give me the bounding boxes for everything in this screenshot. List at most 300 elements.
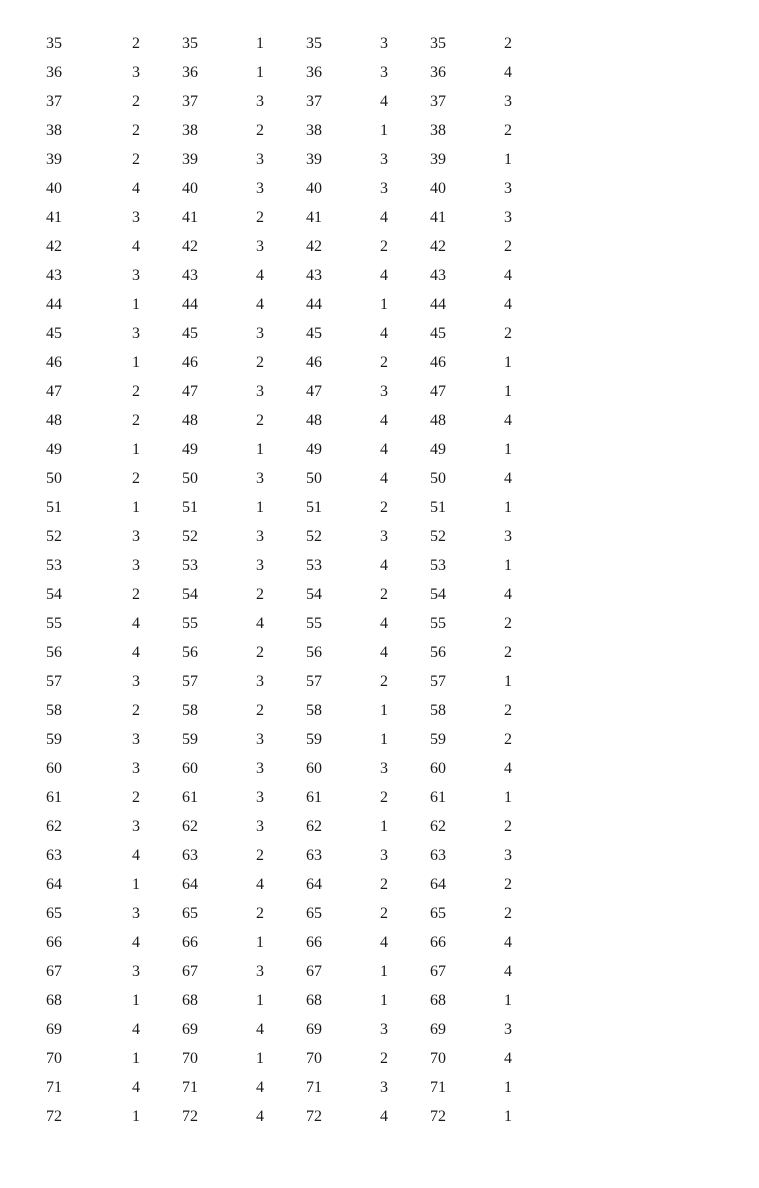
row-number-cell: 42 xyxy=(182,237,198,255)
row-number-cell: 38 xyxy=(306,121,322,139)
data-table xyxy=(34,29,534,1131)
value-cell: 2 xyxy=(504,875,512,893)
row-number-cell: 39 xyxy=(182,150,198,168)
table-row xyxy=(34,609,534,638)
row-number-cell: 63 xyxy=(182,846,198,864)
value-cell: 3 xyxy=(256,730,264,748)
value-cell: 2 xyxy=(132,701,140,719)
value-cell: 4 xyxy=(504,469,512,487)
value-cell: 1 xyxy=(132,498,140,516)
row-number-cell: 42 xyxy=(46,237,62,255)
row-number-cell: 60 xyxy=(430,759,446,777)
value-cell: 2 xyxy=(504,324,512,342)
value-cell: 1 xyxy=(132,875,140,893)
row-number-cell: 51 xyxy=(182,498,198,516)
table-row xyxy=(34,145,534,174)
row-number-cell: 62 xyxy=(46,817,62,835)
row-number-cell: 37 xyxy=(306,92,322,110)
value-cell: 2 xyxy=(132,150,140,168)
value-cell: 4 xyxy=(380,469,388,487)
row-number-cell: 54 xyxy=(46,585,62,603)
row-number-cell: 67 xyxy=(46,962,62,980)
row-number-cell: 69 xyxy=(46,1020,62,1038)
row-number-cell: 72 xyxy=(430,1107,446,1125)
value-cell: 4 xyxy=(504,1049,512,1067)
row-number-cell: 59 xyxy=(182,730,198,748)
row-number-cell: 36 xyxy=(430,63,446,81)
value-cell: 4 xyxy=(132,237,140,255)
value-cell: 2 xyxy=(256,121,264,139)
row-number-cell: 43 xyxy=(46,266,62,284)
row-number-cell: 47 xyxy=(46,382,62,400)
row-number-cell: 35 xyxy=(306,34,322,52)
value-cell: 2 xyxy=(504,817,512,835)
row-number-cell: 67 xyxy=(306,962,322,980)
row-number-cell: 43 xyxy=(182,266,198,284)
row-number-cell: 47 xyxy=(182,382,198,400)
value-cell: 1 xyxy=(504,991,512,1009)
row-number-cell: 56 xyxy=(430,643,446,661)
value-cell: 4 xyxy=(256,875,264,893)
row-number-cell: 60 xyxy=(182,759,198,777)
row-number-cell: 70 xyxy=(306,1049,322,1067)
row-number-cell: 60 xyxy=(306,759,322,777)
table-row xyxy=(34,348,534,377)
table-row xyxy=(34,232,534,261)
table-row xyxy=(34,1015,534,1044)
row-number-cell: 41 xyxy=(182,208,198,226)
table-row xyxy=(34,261,534,290)
value-cell: 4 xyxy=(256,614,264,632)
row-number-cell: 35 xyxy=(182,34,198,52)
value-cell: 4 xyxy=(132,1078,140,1096)
value-cell: 1 xyxy=(380,295,388,313)
value-cell: 1 xyxy=(256,933,264,951)
row-number-cell: 59 xyxy=(430,730,446,748)
row-number-cell: 51 xyxy=(430,498,446,516)
table-row xyxy=(34,580,534,609)
value-cell: 3 xyxy=(132,730,140,748)
table-row xyxy=(34,203,534,232)
table-row xyxy=(34,87,534,116)
row-number-cell: 52 xyxy=(306,527,322,545)
value-cell: 3 xyxy=(132,324,140,342)
value-cell: 2 xyxy=(132,469,140,487)
table-row xyxy=(34,870,534,899)
value-cell: 1 xyxy=(504,788,512,806)
row-number-cell: 52 xyxy=(430,527,446,545)
value-cell: 3 xyxy=(380,63,388,81)
row-number-cell: 44 xyxy=(182,295,198,313)
table-row xyxy=(34,928,534,957)
row-number-cell: 52 xyxy=(46,527,62,545)
value-cell: 4 xyxy=(380,556,388,574)
value-cell: 2 xyxy=(256,208,264,226)
value-cell: 3 xyxy=(504,1020,512,1038)
value-cell: 3 xyxy=(256,150,264,168)
row-number-cell: 48 xyxy=(306,411,322,429)
value-cell: 2 xyxy=(132,121,140,139)
value-cell: 3 xyxy=(256,382,264,400)
row-number-cell: 53 xyxy=(306,556,322,574)
row-number-cell: 60 xyxy=(46,759,62,777)
row-number-cell: 56 xyxy=(182,643,198,661)
value-cell: 1 xyxy=(132,440,140,458)
row-number-cell: 41 xyxy=(306,208,322,226)
row-number-cell: 66 xyxy=(430,933,446,951)
value-cell: 2 xyxy=(256,411,264,429)
value-cell: 2 xyxy=(380,1049,388,1067)
table-row xyxy=(34,551,534,580)
value-cell: 3 xyxy=(132,208,140,226)
value-cell: 4 xyxy=(504,759,512,777)
row-number-cell: 48 xyxy=(46,411,62,429)
row-number-cell: 36 xyxy=(306,63,322,81)
value-cell: 1 xyxy=(380,991,388,1009)
row-number-cell: 67 xyxy=(430,962,446,980)
value-cell: 1 xyxy=(504,556,512,574)
table-body xyxy=(34,29,534,1131)
value-cell: 1 xyxy=(132,991,140,1009)
row-number-cell: 47 xyxy=(430,382,446,400)
row-number-cell: 64 xyxy=(430,875,446,893)
value-cell: 2 xyxy=(504,614,512,632)
value-cell: 2 xyxy=(256,585,264,603)
value-cell: 3 xyxy=(256,527,264,545)
value-cell: 3 xyxy=(504,846,512,864)
value-cell: 1 xyxy=(380,701,388,719)
row-number-cell: 45 xyxy=(430,324,446,342)
value-cell: 4 xyxy=(380,92,388,110)
row-number-cell: 55 xyxy=(182,614,198,632)
value-cell: 1 xyxy=(256,34,264,52)
row-number-cell: 63 xyxy=(430,846,446,864)
value-cell: 2 xyxy=(504,237,512,255)
row-number-cell: 54 xyxy=(182,585,198,603)
row-number-cell: 70 xyxy=(46,1049,62,1067)
row-number-cell: 36 xyxy=(182,63,198,81)
row-number-cell: 56 xyxy=(46,643,62,661)
row-number-cell: 69 xyxy=(306,1020,322,1038)
value-cell: 1 xyxy=(380,121,388,139)
value-cell: 1 xyxy=(256,1049,264,1067)
value-cell: 1 xyxy=(256,440,264,458)
row-number-cell: 43 xyxy=(430,266,446,284)
value-cell: 2 xyxy=(504,643,512,661)
row-number-cell: 49 xyxy=(182,440,198,458)
value-cell: 3 xyxy=(256,962,264,980)
value-cell: 3 xyxy=(380,34,388,52)
value-cell: 3 xyxy=(256,759,264,777)
row-number-cell: 59 xyxy=(306,730,322,748)
value-cell: 4 xyxy=(132,933,140,951)
row-number-cell: 39 xyxy=(46,150,62,168)
row-number-cell: 70 xyxy=(430,1049,446,1067)
table-row xyxy=(34,638,534,667)
row-number-cell: 40 xyxy=(46,179,62,197)
value-cell: 3 xyxy=(132,266,140,284)
value-cell: 4 xyxy=(380,208,388,226)
table-row xyxy=(34,1073,534,1102)
row-number-cell: 68 xyxy=(46,991,62,1009)
row-number-cell: 53 xyxy=(430,556,446,574)
row-number-cell: 45 xyxy=(306,324,322,342)
row-number-cell: 49 xyxy=(430,440,446,458)
row-number-cell: 56 xyxy=(306,643,322,661)
value-cell: 4 xyxy=(504,266,512,284)
row-number-cell: 40 xyxy=(430,179,446,197)
row-number-cell: 42 xyxy=(306,237,322,255)
value-cell: 4 xyxy=(504,962,512,980)
row-number-cell: 40 xyxy=(182,179,198,197)
value-cell: 1 xyxy=(132,295,140,313)
value-cell: 4 xyxy=(380,324,388,342)
value-cell: 2 xyxy=(504,701,512,719)
row-number-cell: 41 xyxy=(430,208,446,226)
table-row xyxy=(34,899,534,928)
row-number-cell: 66 xyxy=(306,933,322,951)
table-row xyxy=(34,1102,534,1131)
row-number-cell: 71 xyxy=(182,1078,198,1096)
value-cell: 4 xyxy=(380,1107,388,1125)
value-cell: 3 xyxy=(256,469,264,487)
value-cell: 2 xyxy=(504,730,512,748)
row-number-cell: 39 xyxy=(430,150,446,168)
value-cell: 2 xyxy=(380,875,388,893)
value-cell: 2 xyxy=(132,411,140,429)
row-number-cell: 65 xyxy=(182,904,198,922)
value-cell: 4 xyxy=(504,933,512,951)
row-number-cell: 57 xyxy=(182,672,198,690)
row-number-cell: 68 xyxy=(182,991,198,1009)
row-number-cell: 59 xyxy=(46,730,62,748)
value-cell: 4 xyxy=(380,440,388,458)
value-cell: 3 xyxy=(256,324,264,342)
row-number-cell: 37 xyxy=(46,92,62,110)
value-cell: 3 xyxy=(256,237,264,255)
value-cell: 3 xyxy=(256,179,264,197)
row-number-cell: 54 xyxy=(306,585,322,603)
value-cell: 3 xyxy=(132,962,140,980)
value-cell: 4 xyxy=(132,179,140,197)
row-number-cell: 66 xyxy=(182,933,198,951)
row-number-cell: 49 xyxy=(306,440,322,458)
row-number-cell: 64 xyxy=(306,875,322,893)
value-cell: 3 xyxy=(504,92,512,110)
row-number-cell: 67 xyxy=(182,962,198,980)
row-number-cell: 44 xyxy=(430,295,446,313)
row-number-cell: 36 xyxy=(46,63,62,81)
row-number-cell: 38 xyxy=(182,121,198,139)
row-number-cell: 61 xyxy=(46,788,62,806)
value-cell: 3 xyxy=(380,1020,388,1038)
table-row xyxy=(34,783,534,812)
value-cell: 4 xyxy=(504,63,512,81)
row-number-cell: 41 xyxy=(46,208,62,226)
value-cell: 2 xyxy=(380,498,388,516)
value-cell: 1 xyxy=(256,498,264,516)
value-cell: 2 xyxy=(380,672,388,690)
value-cell: 4 xyxy=(132,846,140,864)
value-cell: 4 xyxy=(504,295,512,313)
value-cell: 2 xyxy=(380,788,388,806)
row-number-cell: 53 xyxy=(182,556,198,574)
value-cell: 3 xyxy=(256,556,264,574)
value-cell: 3 xyxy=(380,846,388,864)
value-cell: 2 xyxy=(132,788,140,806)
row-number-cell: 55 xyxy=(306,614,322,632)
value-cell: 2 xyxy=(256,846,264,864)
value-cell: 3 xyxy=(256,788,264,806)
row-number-cell: 61 xyxy=(430,788,446,806)
table-row xyxy=(34,493,534,522)
table-row xyxy=(34,464,534,493)
value-cell: 3 xyxy=(380,759,388,777)
row-number-cell: 50 xyxy=(306,469,322,487)
table-row xyxy=(34,58,534,87)
row-number-cell: 49 xyxy=(46,440,62,458)
value-cell: 2 xyxy=(504,34,512,52)
table-row xyxy=(34,377,534,406)
row-number-cell: 50 xyxy=(430,469,446,487)
row-number-cell: 71 xyxy=(46,1078,62,1096)
value-cell: 4 xyxy=(256,295,264,313)
table-row xyxy=(34,290,534,319)
row-number-cell: 55 xyxy=(46,614,62,632)
value-cell: 3 xyxy=(132,817,140,835)
row-number-cell: 46 xyxy=(306,353,322,371)
value-cell: 4 xyxy=(380,643,388,661)
row-number-cell: 72 xyxy=(46,1107,62,1125)
value-cell: 2 xyxy=(256,701,264,719)
row-number-cell: 69 xyxy=(430,1020,446,1038)
row-number-cell: 72 xyxy=(182,1107,198,1125)
row-number-cell: 63 xyxy=(46,846,62,864)
value-cell: 3 xyxy=(256,92,264,110)
row-number-cell: 44 xyxy=(46,295,62,313)
row-number-cell: 50 xyxy=(46,469,62,487)
row-number-cell: 48 xyxy=(182,411,198,429)
table-row xyxy=(34,116,534,145)
value-cell: 1 xyxy=(504,150,512,168)
value-cell: 1 xyxy=(380,730,388,748)
table-row xyxy=(34,435,534,464)
row-number-cell: 57 xyxy=(46,672,62,690)
row-number-cell: 50 xyxy=(182,469,198,487)
row-number-cell: 39 xyxy=(306,150,322,168)
table-row xyxy=(34,29,534,58)
value-cell: 3 xyxy=(132,904,140,922)
table-row xyxy=(34,667,534,696)
row-number-cell: 51 xyxy=(306,498,322,516)
row-number-cell: 37 xyxy=(182,92,198,110)
row-number-cell: 46 xyxy=(182,353,198,371)
row-number-cell: 44 xyxy=(306,295,322,313)
row-number-cell: 45 xyxy=(46,324,62,342)
value-cell: 1 xyxy=(504,672,512,690)
value-cell: 3 xyxy=(132,672,140,690)
value-cell: 4 xyxy=(380,411,388,429)
value-cell: 3 xyxy=(256,817,264,835)
table-row xyxy=(34,406,534,435)
row-number-cell: 47 xyxy=(306,382,322,400)
table-row xyxy=(34,696,534,725)
value-cell: 3 xyxy=(132,556,140,574)
value-cell: 1 xyxy=(132,1107,140,1125)
row-number-cell: 58 xyxy=(46,701,62,719)
value-cell: 1 xyxy=(504,1107,512,1125)
row-number-cell: 53 xyxy=(46,556,62,574)
row-number-cell: 69 xyxy=(182,1020,198,1038)
table-row xyxy=(34,522,534,551)
value-cell: 1 xyxy=(132,1049,140,1067)
value-cell: 2 xyxy=(380,237,388,255)
value-cell: 2 xyxy=(504,904,512,922)
value-cell: 3 xyxy=(504,208,512,226)
row-number-cell: 62 xyxy=(306,817,322,835)
row-number-cell: 71 xyxy=(306,1078,322,1096)
value-cell: 4 xyxy=(256,266,264,284)
value-cell: 1 xyxy=(256,991,264,1009)
row-number-cell: 66 xyxy=(46,933,62,951)
row-number-cell: 48 xyxy=(430,411,446,429)
value-cell: 1 xyxy=(504,1078,512,1096)
row-number-cell: 40 xyxy=(306,179,322,197)
row-number-cell: 64 xyxy=(46,875,62,893)
value-cell: 4 xyxy=(132,614,140,632)
row-number-cell: 38 xyxy=(46,121,62,139)
row-number-cell: 35 xyxy=(430,34,446,52)
value-cell: 1 xyxy=(504,440,512,458)
value-cell: 1 xyxy=(380,962,388,980)
value-cell: 3 xyxy=(132,759,140,777)
value-cell: 1 xyxy=(256,63,264,81)
row-number-cell: 57 xyxy=(430,672,446,690)
row-number-cell: 42 xyxy=(430,237,446,255)
value-cell: 3 xyxy=(380,150,388,168)
value-cell: 4 xyxy=(256,1078,264,1096)
value-cell: 3 xyxy=(380,382,388,400)
row-number-cell: 51 xyxy=(46,498,62,516)
row-number-cell: 65 xyxy=(46,904,62,922)
row-number-cell: 58 xyxy=(306,701,322,719)
row-number-cell: 54 xyxy=(430,585,446,603)
row-number-cell: 43 xyxy=(306,266,322,284)
value-cell: 4 xyxy=(380,614,388,632)
row-number-cell: 68 xyxy=(430,991,446,1009)
value-cell: 2 xyxy=(380,353,388,371)
value-cell: 3 xyxy=(132,63,140,81)
value-cell: 4 xyxy=(256,1020,264,1038)
table-row xyxy=(34,812,534,841)
table-row xyxy=(34,841,534,870)
table-row xyxy=(34,319,534,348)
table-row xyxy=(34,1044,534,1073)
row-number-cell: 46 xyxy=(430,353,446,371)
row-number-cell: 64 xyxy=(182,875,198,893)
row-number-cell: 63 xyxy=(306,846,322,864)
table-row xyxy=(34,957,534,986)
value-cell: 4 xyxy=(132,1020,140,1038)
row-number-cell: 65 xyxy=(430,904,446,922)
value-cell: 2 xyxy=(132,34,140,52)
value-cell: 2 xyxy=(380,904,388,922)
value-cell: 2 xyxy=(256,353,264,371)
value-cell: 1 xyxy=(504,353,512,371)
value-cell: 3 xyxy=(132,527,140,545)
value-cell: 3 xyxy=(380,1078,388,1096)
value-cell: 4 xyxy=(504,585,512,603)
